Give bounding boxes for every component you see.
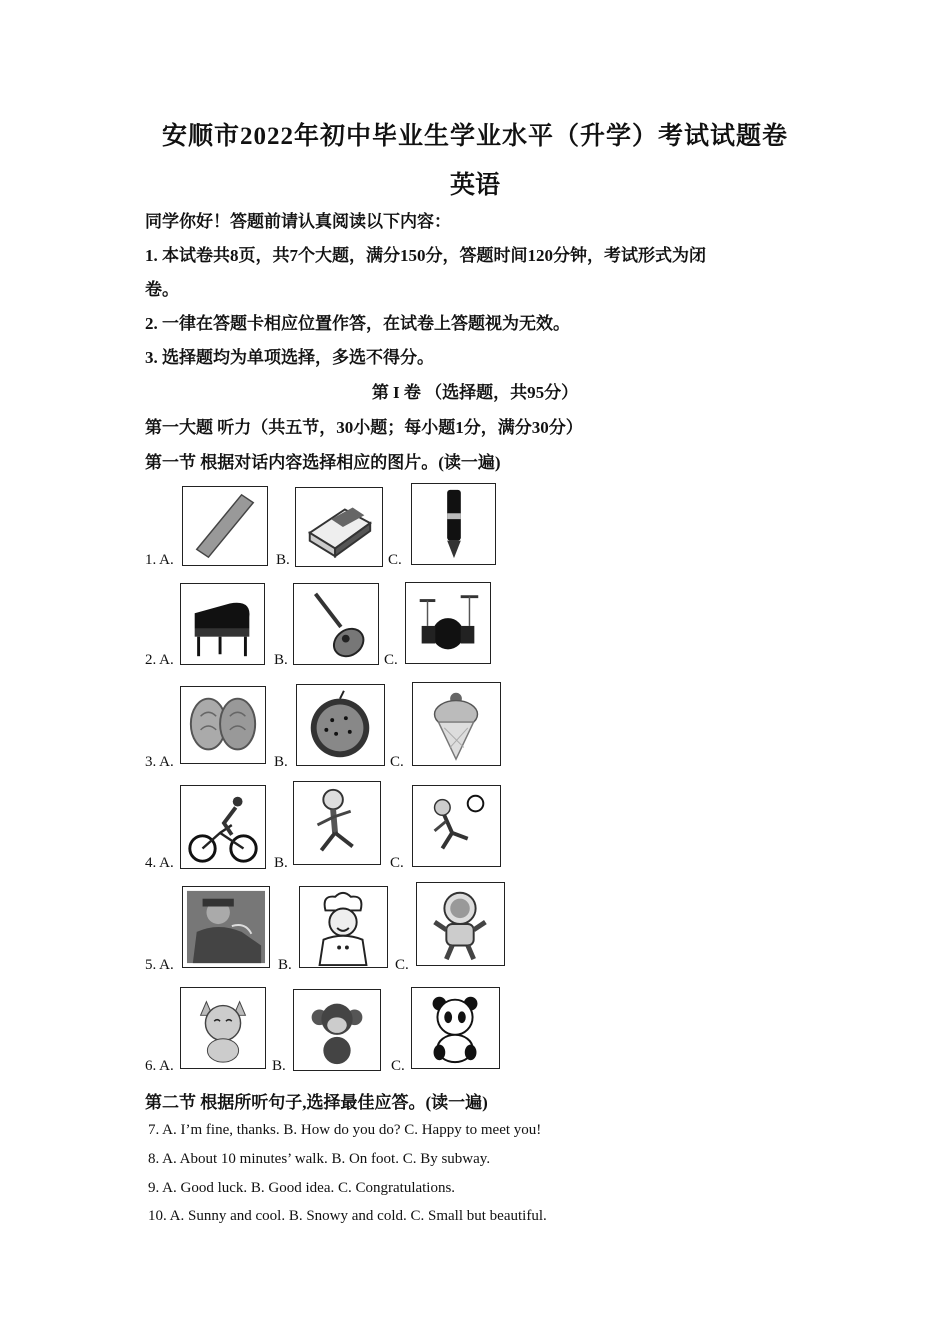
running-icon: [293, 781, 381, 865]
q6-label-c: C.: [391, 1058, 405, 1074]
drums-icon: [405, 582, 491, 664]
section-2-heading: 第二节 根据所听句子,选择最佳应答。(读一遍): [145, 1093, 488, 1112]
q1-label-b: B.: [276, 552, 290, 568]
chef-icon: [299, 886, 388, 968]
q6-label-b: B.: [272, 1058, 286, 1074]
cycling-icon: [180, 785, 266, 869]
q4-label-c: C.: [390, 855, 404, 871]
doctor-icon: [182, 886, 270, 968]
q3-label-a: 3. A.: [145, 754, 174, 770]
soccer-icon: [412, 785, 501, 867]
panda-icon: [411, 987, 500, 1069]
q2-label-a: 2. A.: [145, 652, 174, 668]
watermelon-icon: [296, 684, 385, 766]
listening-heading: 第一大题 听力（共五节，30小题；每小题1分，满分30分）: [145, 418, 583, 437]
question-9: 9. A. Good luck. B. Good idea. C. Congratulations.: [148, 1180, 456, 1196]
q1-label-a: 1. A.: [145, 552, 174, 568]
instructions-greeting: 同学你好！答题前请认真阅读以下内容：: [145, 212, 451, 231]
q2-label-c: C.: [384, 652, 398, 668]
instruction-1-cont: 卷。: [145, 280, 179, 299]
q5-label-b: B.: [278, 957, 292, 973]
section-1-heading: 第一节 根据对话内容选择相应的图片。(读一遍): [145, 453, 501, 472]
mooncakes-icon: [180, 686, 266, 764]
q1-label-c: C.: [388, 552, 402, 568]
monkey-icon: [293, 989, 381, 1071]
instruction-1: 1. 本试卷共8页，共7个大题，满分150分，答题时间120分钟，考试形式为闭: [145, 246, 706, 265]
question-8: 8. A. About 10 minutes’ walk. B. On foot. C. By subway.: [148, 1151, 491, 1167]
q5-label-a: 5. A.: [145, 957, 174, 973]
ruler-icon: [182, 486, 268, 566]
eraser-icon: [295, 487, 383, 567]
question-10: 10. A. Sunny and cool. B. Snowy and cold. C. Small but beautiful.: [148, 1208, 547, 1224]
subject-title: 英语: [449, 172, 500, 199]
pen-icon: [411, 483, 496, 565]
q6-label-a: 6. A.: [145, 1058, 174, 1074]
q4-label-b: B.: [274, 855, 288, 871]
q4-label-a: 4. A.: [145, 855, 174, 871]
part-1-heading: 第 I 卷 （选择题，共95分）: [371, 383, 579, 402]
exam-title: 安顺市2022年初中毕业生学业水平（升学）考试试题卷: [161, 123, 788, 150]
guitar-icon: [293, 583, 379, 665]
instruction-3: 3. 选择题均为单项选择，多选不得分。: [145, 348, 434, 367]
instruction-2: 2. 一律在答题卡相应位置作答，在试卷上答题视为无效。: [145, 314, 570, 333]
q3-label-b: B.: [274, 754, 288, 770]
q3-label-c: C.: [390, 754, 404, 770]
cat-icon: [180, 987, 266, 1069]
astronaut-icon: [416, 882, 505, 966]
question-7: 7. A. I’m fine, thanks. B. How do you do? C. Happy to meet you!: [148, 1122, 542, 1138]
piano-icon: [180, 583, 265, 665]
q5-label-c: C.: [395, 957, 409, 973]
q2-label-b: B.: [274, 652, 288, 668]
ice-cream-icon: [412, 682, 501, 766]
